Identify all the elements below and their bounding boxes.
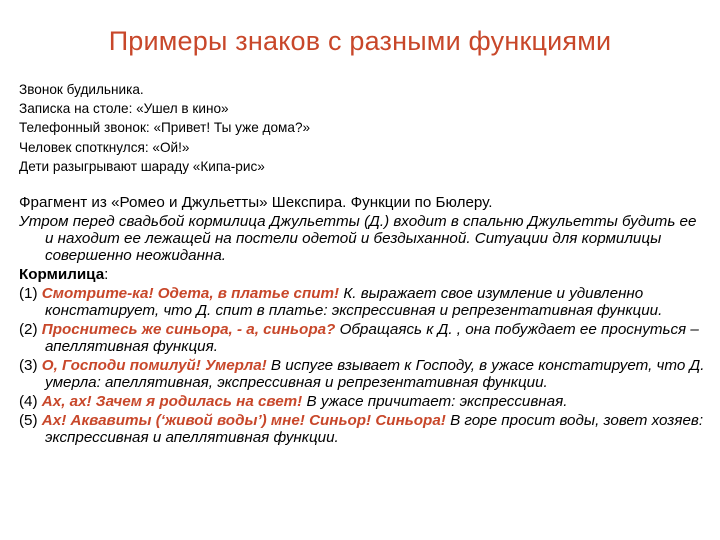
item-number: (4) xyxy=(19,393,42,410)
utterance-item xyxy=(19,393,709,410)
speaker-name: Кормилица xyxy=(19,266,105,283)
item-quote: Проснитесь же синьора, - а, синьора? xyxy=(41,321,336,338)
example-line: Телефонный звонок: «Привет! Ты уже дома?» xyxy=(19,120,311,136)
intro-text-start: Утром перед свадьбой кормилица Джульетты ( xyxy=(19,213,370,230)
item-number: (3) xyxy=(19,357,42,374)
item-comment: К. выражает свое изумление и удивленно констатирует, что Д. спит в платье: экспрессивная и репрезентативная функции. xyxy=(45,285,663,319)
speaker-colon: : xyxy=(104,266,109,283)
item-comment: В горе просит воды, зовет хозяев: экспрессивная и апеллятивная функции. xyxy=(45,412,704,446)
item-comment: В испуге взывает к Господу, в ужасе констатирует, что Д. умерла: апеллятивная, экспрессивная и репрезентативная функции. xyxy=(45,357,705,391)
utterance-item xyxy=(19,321,709,355)
item-quote: Ах! Аквавиты (‘живой воды’) мне! Синьор! Синьора! xyxy=(41,412,446,429)
item-number: (1) xyxy=(19,285,42,302)
examples-list xyxy=(19,80,310,176)
item-comment: В ужасе причитает: экспрессивная. xyxy=(302,393,568,410)
utterance-item xyxy=(19,285,709,319)
fragment-intro xyxy=(19,213,709,264)
item-number: (2) xyxy=(19,321,42,338)
item-quote: О, Господи помилуй! Умерла! xyxy=(41,357,267,374)
item-quote: Смотрите-ка! Одета, в платье спит! xyxy=(41,285,340,302)
intro-text-end: .) входит в спальню Джульетты будить ее и находит ее лежащей на постели одетой и бездыханной. Ситуации для кормилицы совершенно неожиданна. xyxy=(45,213,697,264)
example-line: Дети разыгрывают шараду «Кипа-рис» xyxy=(19,158,265,174)
utterance-item xyxy=(19,412,709,446)
romeo-juliet-fragment xyxy=(19,194,709,448)
fragment-header: Фрагмент из «Ромео и Джульетты» Шекспира. Функции по Бюлеру. xyxy=(19,194,493,211)
example-line: Звонок будильника. xyxy=(19,82,144,97)
intro-juliet-abbrev: Д xyxy=(369,213,380,230)
example-line: Записка на столе: «Ушел в кино» xyxy=(19,101,229,117)
speaker-line xyxy=(19,266,709,283)
example-line: Человек споткнулся: «Ой!» xyxy=(19,139,190,155)
slide-title: Примеры знаков с разными функциями xyxy=(108,26,612,56)
item-quote: Ах, ах! Зачем я родилась на свет! xyxy=(41,393,303,410)
item-number: (5) xyxy=(19,412,42,429)
utterance-item xyxy=(19,357,709,391)
item-comment: Обращаясь к Д. , она побуждает ее проснуться – апеллятивная функция. xyxy=(45,321,699,355)
